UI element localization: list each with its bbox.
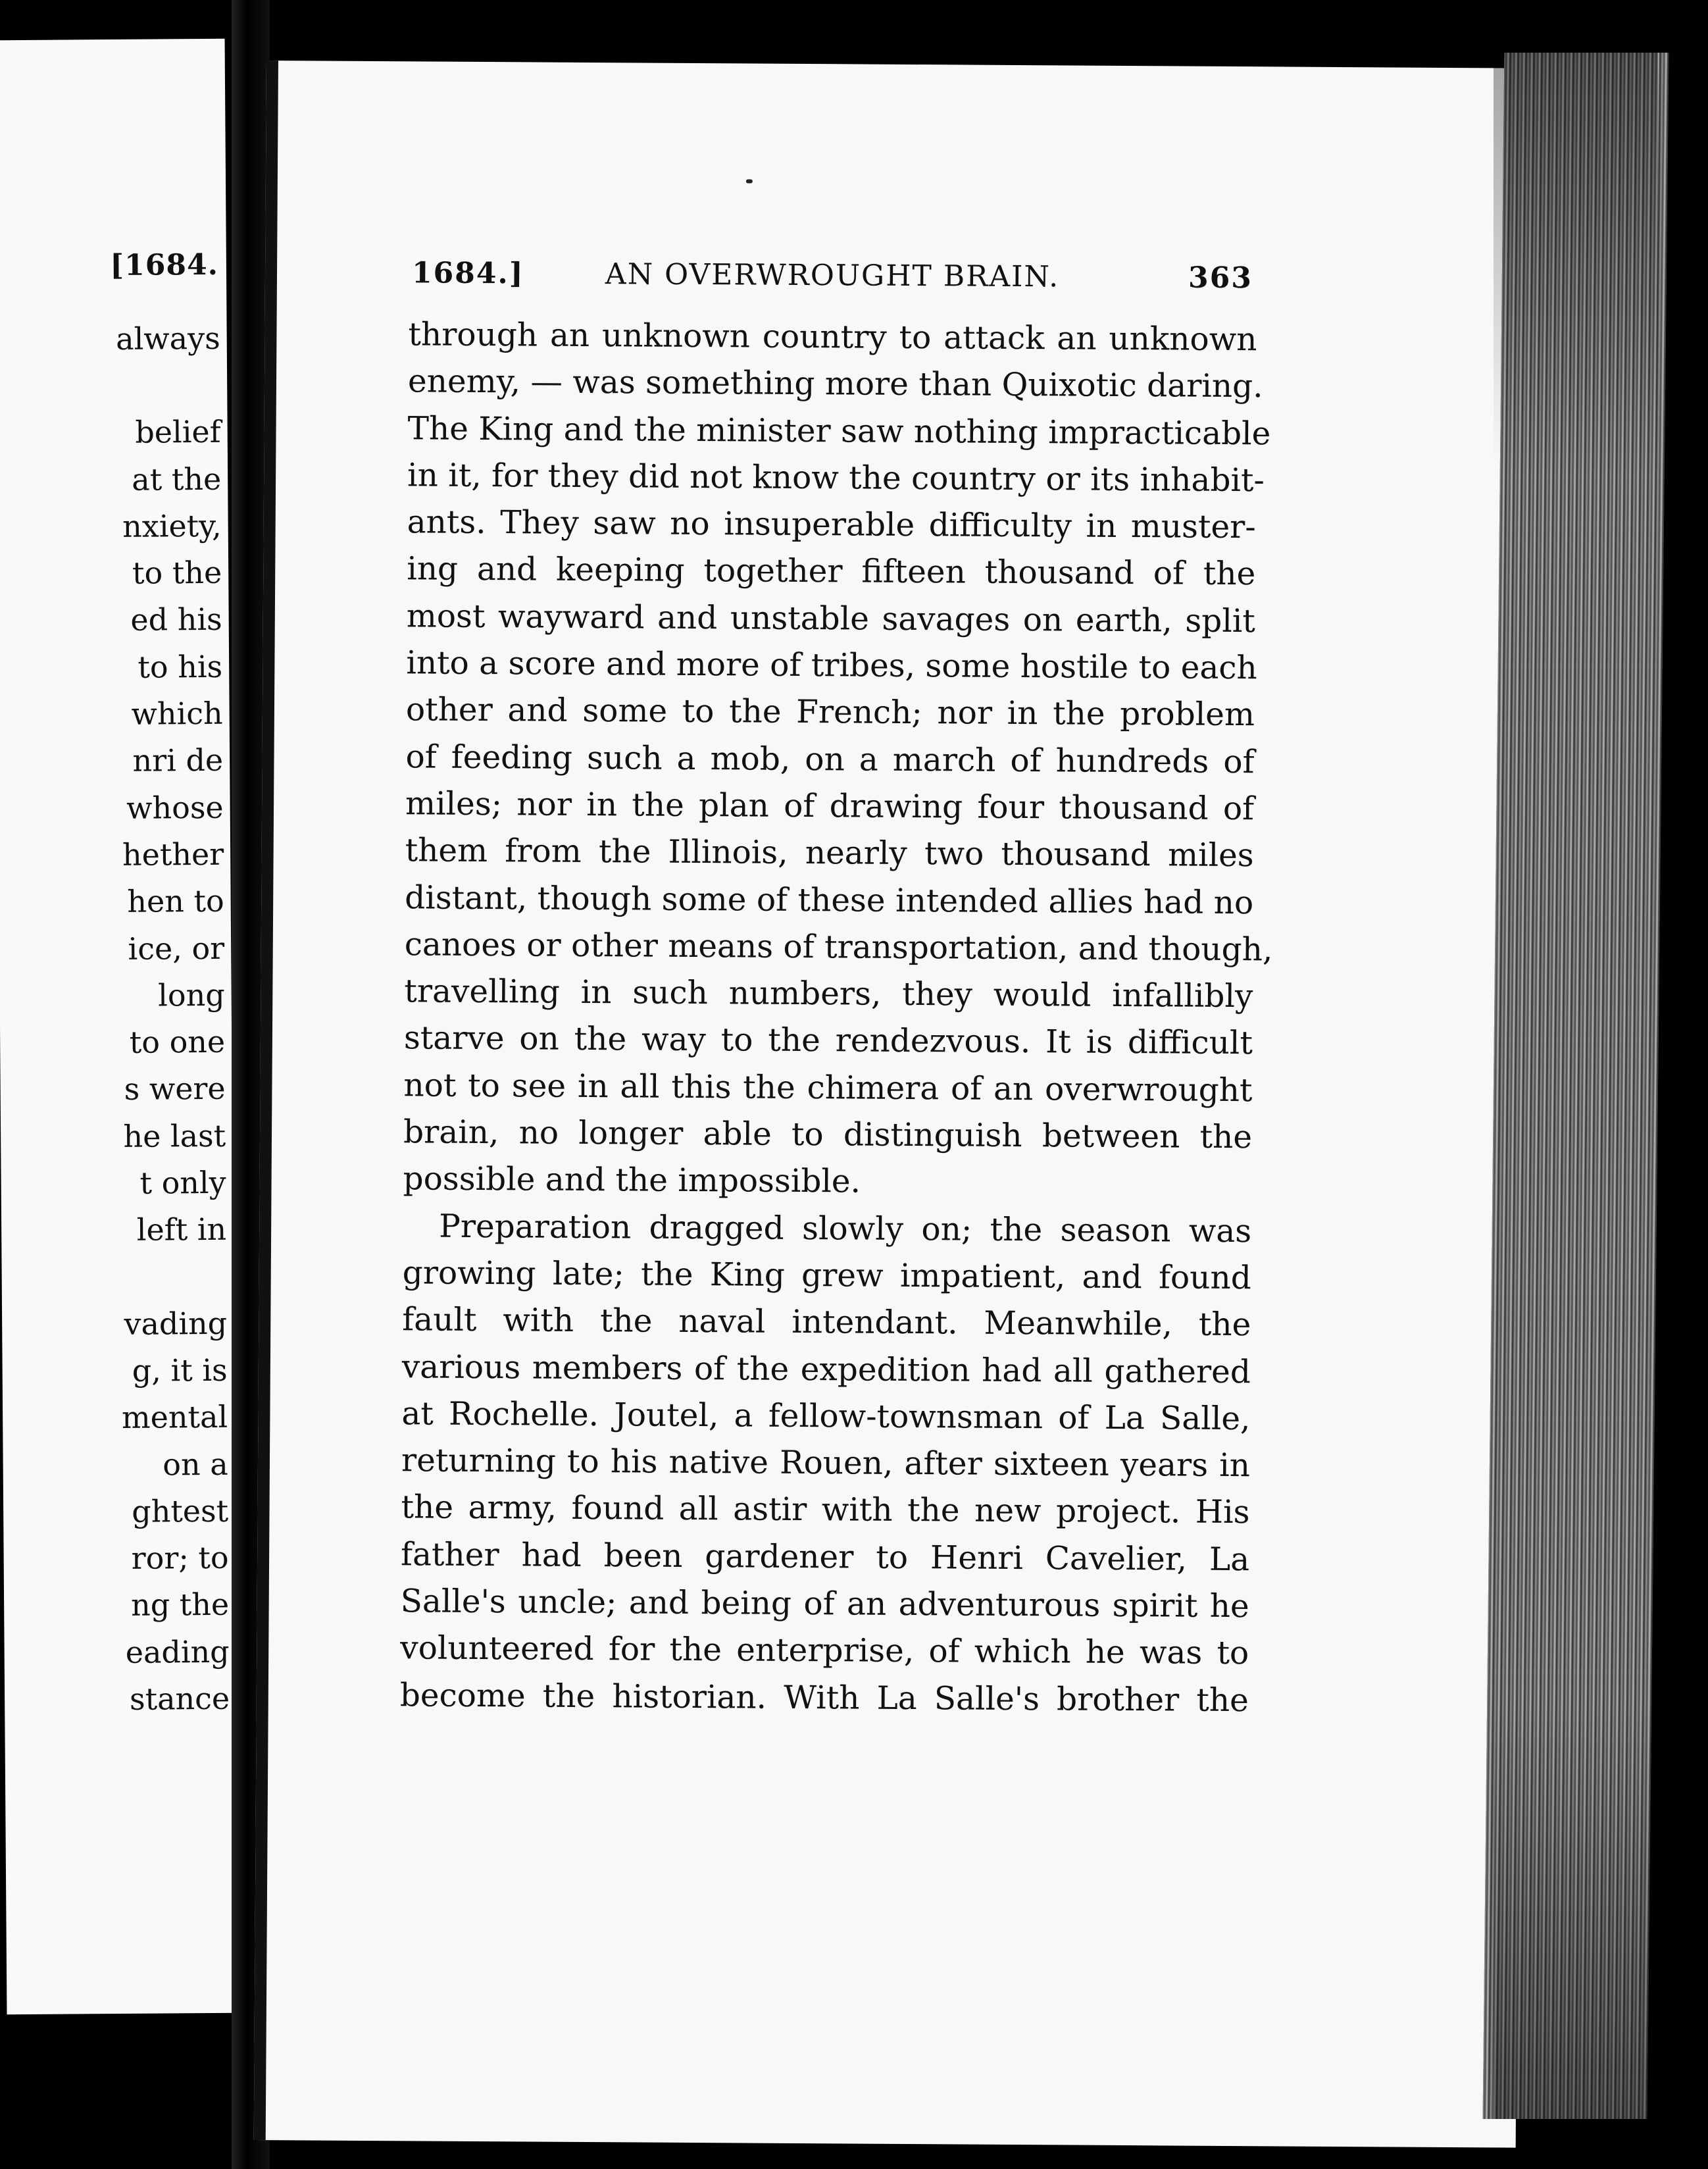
left-line: stance bbox=[129, 1680, 230, 1717]
text-line: miles; nor in the plan of drawing four thousand of bbox=[405, 785, 1255, 828]
text-line: into a score and more of tribes, some hostile to each bbox=[406, 644, 1257, 687]
left-line: hen to bbox=[127, 883, 224, 920]
right-page bbox=[254, 61, 1528, 2148]
left-line bbox=[3, 362, 220, 410]
running-header bbox=[412, 256, 1253, 303]
text-line: them from the Illinois, nearly two thousand miles bbox=[405, 832, 1254, 875]
left-line bbox=[9, 1253, 226, 1301]
left-page-text bbox=[3, 315, 230, 1724]
left-line: always bbox=[115, 320, 220, 357]
text-line: starve on the way to the rendezvous. It is difficult bbox=[403, 1019, 1253, 1062]
text-line: the army, found all astir with the new project. His bbox=[401, 1489, 1250, 1531]
text-line: The King and the minister saw nothing impracticable bbox=[407, 409, 1271, 452]
text-line: volunteered for the enterprise, of which he was to bbox=[400, 1629, 1249, 1672]
text-line: canoes or other means of transportation, and though, bbox=[404, 926, 1273, 969]
left-line: ice, or bbox=[128, 930, 225, 967]
left-line: whose bbox=[126, 789, 224, 826]
left-line: nxiety, bbox=[122, 507, 222, 544]
text-line: in it, for they did not know the country or its inhabit- bbox=[407, 457, 1265, 499]
text-line: enemy, — was something more than Quixotic daring. bbox=[407, 363, 1263, 405]
text-line: possible and the impossible. bbox=[403, 1160, 861, 1200]
left-line: belief bbox=[135, 414, 221, 451]
text-line: Preparation dragged slowly on; the season was bbox=[439, 1208, 1252, 1250]
text-line: brain, no longer able to distinguish between the bbox=[403, 1113, 1253, 1156]
left-line: mental bbox=[121, 1399, 228, 1436]
text-line: of feeding such a mob, on a march of hundreds of bbox=[405, 738, 1255, 780]
text-line: most wayward and unstable savages on earth, split bbox=[406, 598, 1255, 640]
text-line: travelling in such numbers, they would infallibly bbox=[404, 973, 1253, 1015]
left-line: ror; to bbox=[131, 1539, 229, 1576]
text-line: distant, though some of these intended allies had no bbox=[405, 879, 1254, 921]
text-line: father had been gardener to Henri Cavelier, La bbox=[400, 1536, 1250, 1578]
header-title: AN OVERWROUGHT BRAIN. bbox=[605, 257, 1060, 294]
left-line: hether bbox=[122, 836, 224, 873]
header-year: 1684.] bbox=[411, 256, 524, 291]
ink-speck bbox=[746, 179, 753, 183]
left-line: eading bbox=[125, 1633, 230, 1670]
text-line: Salle's uncle; and being of an adventurous spirit he bbox=[400, 1583, 1249, 1625]
left-line: ng the bbox=[130, 1587, 230, 1623]
page-number: 363 bbox=[1188, 261, 1253, 295]
text-line: growing late; the King grew impatient, and found bbox=[402, 1254, 1251, 1297]
left-page-header: [1684. bbox=[110, 247, 219, 283]
left-line: t only bbox=[139, 1164, 226, 1201]
text-line: not to see in all this the chimera of an overwrought bbox=[403, 1067, 1253, 1109]
text-line: various members of the expedition had all gathered bbox=[401, 1348, 1251, 1391]
left-line: which bbox=[131, 695, 223, 732]
left-line: nri de bbox=[132, 742, 224, 779]
left-line: to one bbox=[129, 1023, 226, 1061]
left-line: ed his bbox=[130, 601, 222, 638]
text-line: at Rochelle. Joutel, a fellow-townsman of La Salle, bbox=[401, 1395, 1251, 1438]
left-line: vading bbox=[124, 1305, 228, 1342]
text-line: ants. They saw no insuperable difficulty in muster- bbox=[407, 503, 1256, 546]
text-line: through an unknown country to attack an unknown bbox=[408, 316, 1257, 359]
left-line: g, it is bbox=[132, 1352, 228, 1389]
text-line: other and some to the French; nor in the problem bbox=[405, 691, 1255, 734]
text-line: returning to his native Rouen, after sixteen years in bbox=[401, 1442, 1251, 1485]
left-line: long bbox=[157, 977, 225, 1013]
left-line: on a bbox=[163, 1446, 228, 1483]
text-line: fault with the naval intendant. Meanwhile, the bbox=[402, 1301, 1251, 1344]
fore-edge-shading bbox=[1494, 53, 1658, 2119]
text-line: become the historian. With La Salle's brother the bbox=[399, 1676, 1249, 1719]
left-line: left in bbox=[136, 1212, 227, 1248]
left-line: ghtest bbox=[132, 1493, 229, 1529]
left-line: to his bbox=[138, 648, 223, 685]
left-line: s were bbox=[124, 1071, 226, 1108]
left-line: at the bbox=[132, 461, 222, 498]
body-text bbox=[399, 311, 1273, 1724]
left-line: he last bbox=[123, 1117, 226, 1154]
left-page bbox=[0, 39, 238, 2014]
text-line: ing and keeping together fifteen thousand of the bbox=[407, 550, 1256, 593]
left-line: to the bbox=[132, 555, 222, 591]
